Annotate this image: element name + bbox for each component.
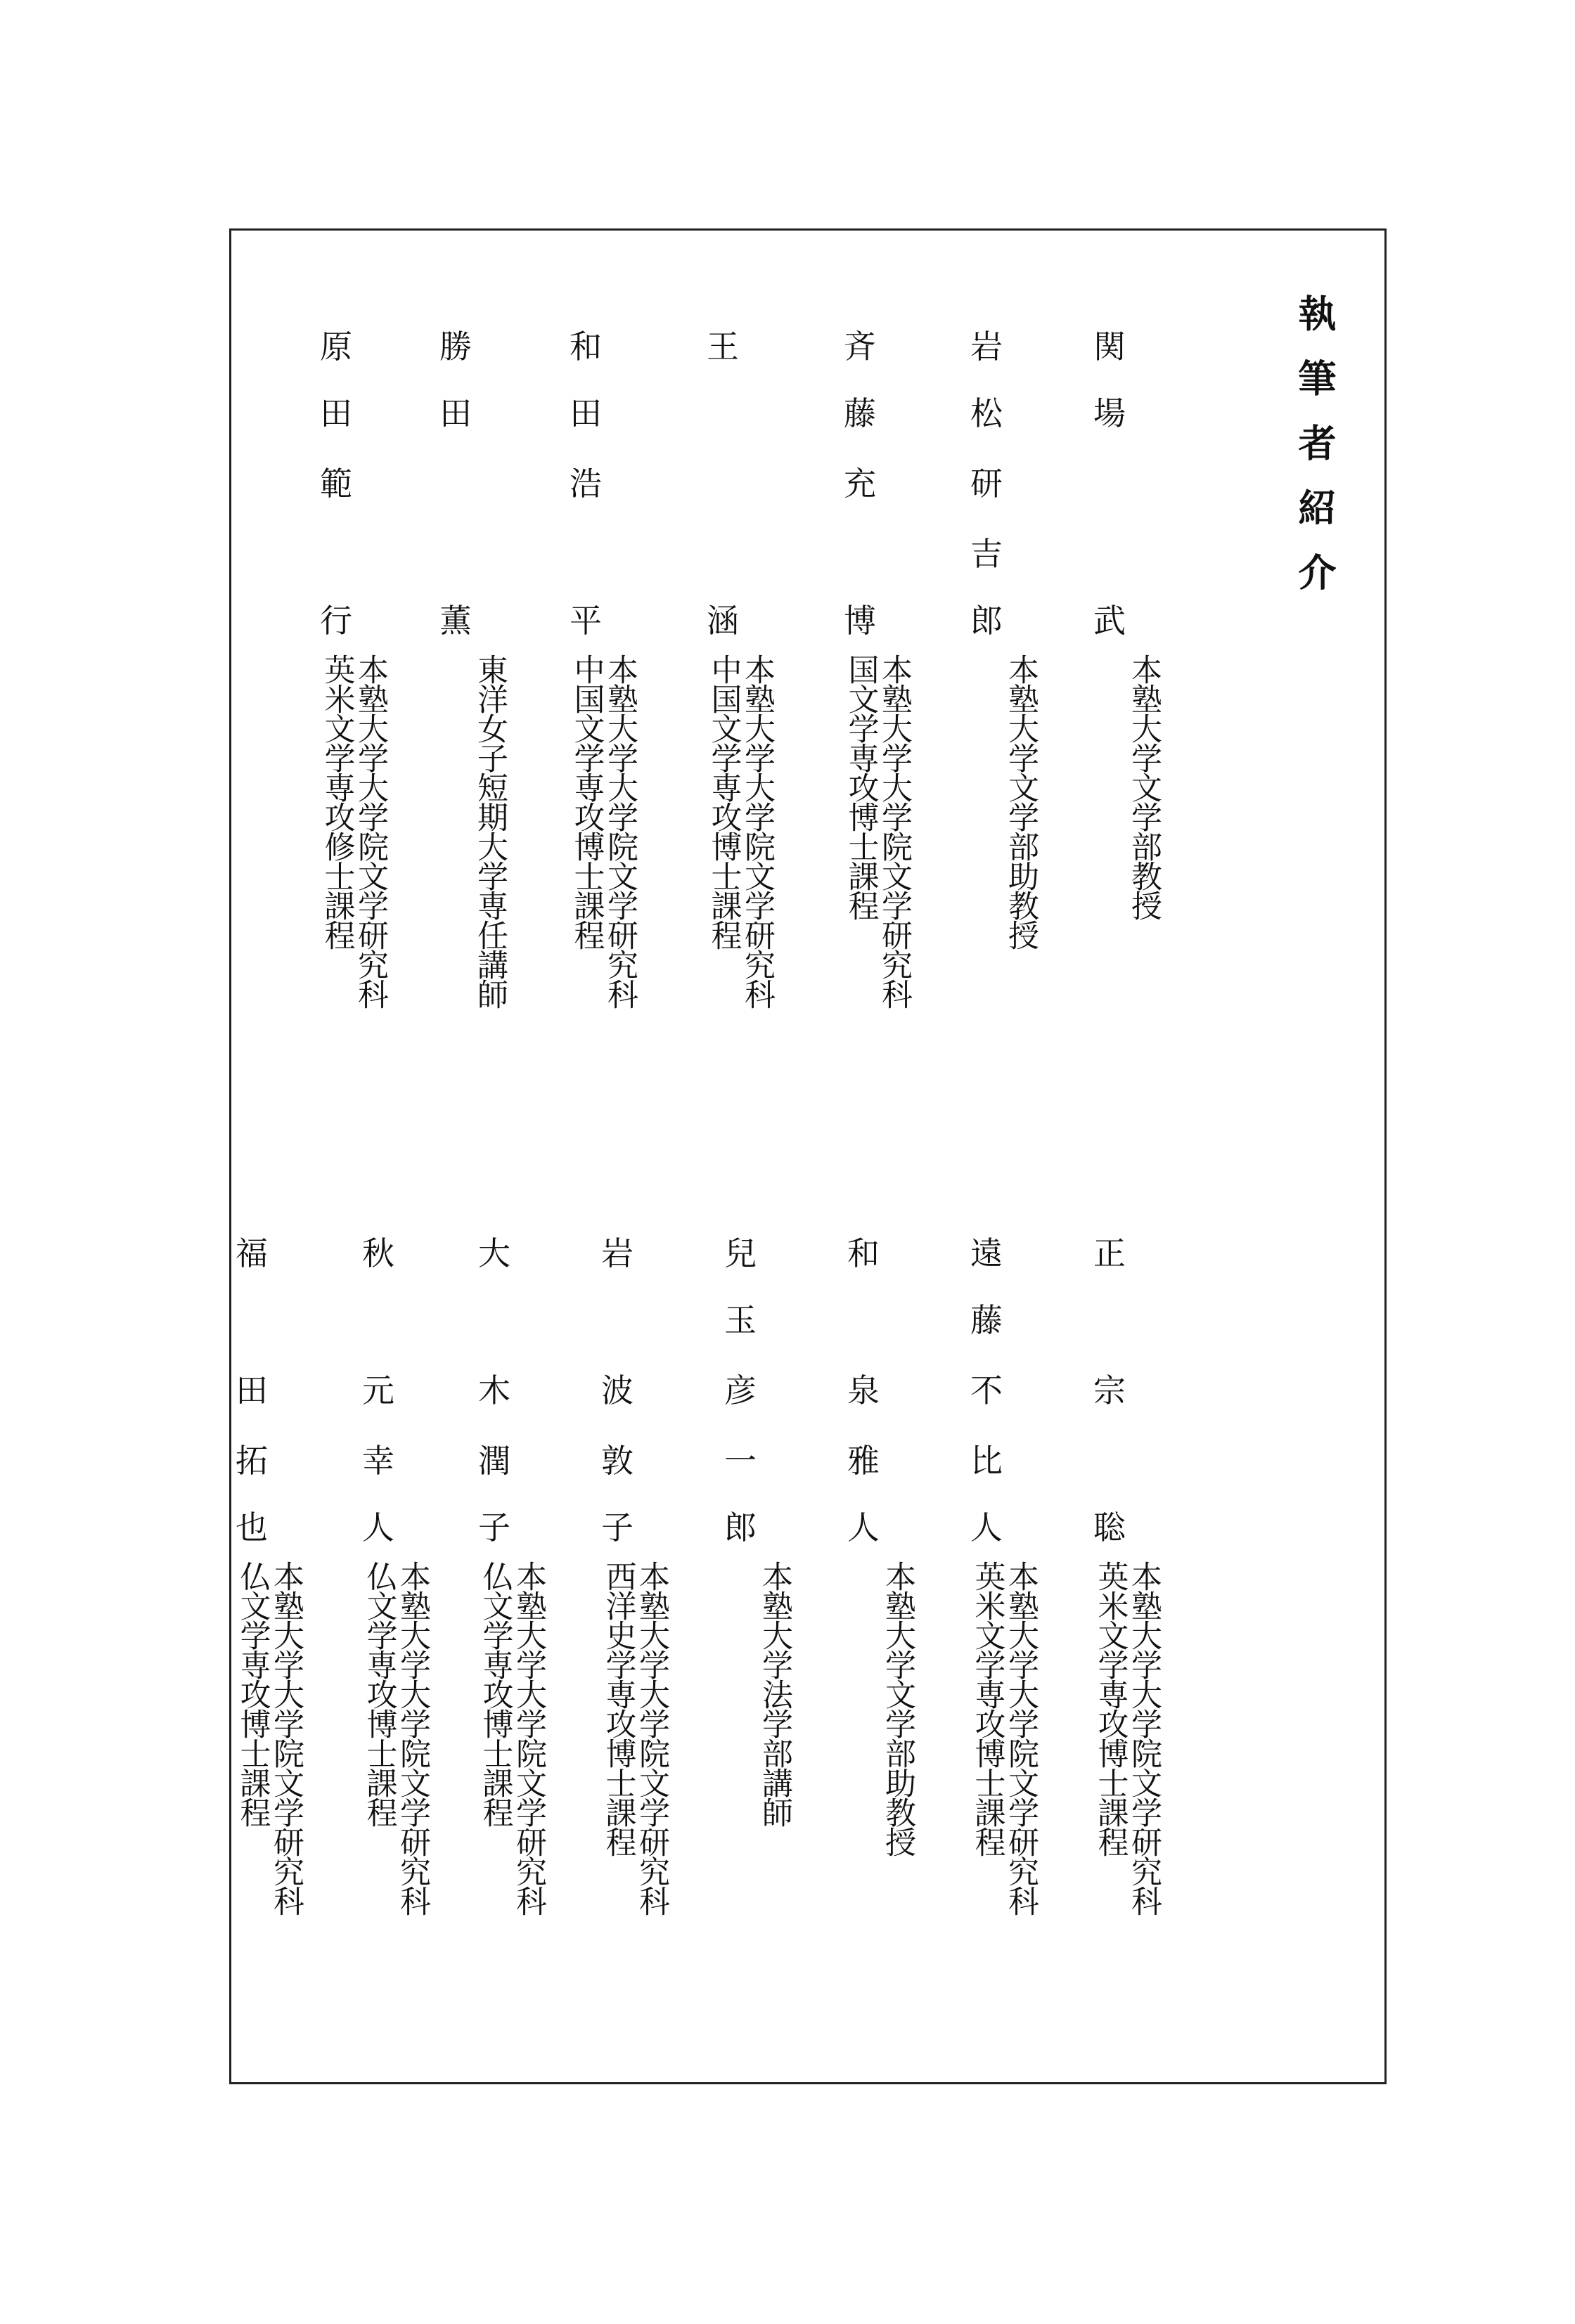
author-name: [839, 328, 881, 640]
author-name: [473, 1234, 515, 1547]
author-affiliation: 本塾大学大学院文学研究科 仏文学専攻博士課程: [477, 1561, 546, 1915]
author-affiliation: 本塾大学大学院文学研究科 中国文学専攻博士課程: [705, 654, 775, 1008]
author-name-char: 宗: [1093, 1371, 1126, 1409]
author-name-char: 充: [844, 465, 876, 503]
author-name: [231, 1234, 273, 1547]
author-name-char: 人: [847, 1509, 880, 1547]
author-name: [315, 328, 357, 640]
author-name-char: 人: [362, 1509, 394, 1547]
author-name-char: 彦: [724, 1371, 757, 1409]
author-name: [719, 1234, 761, 1547]
author-name-char: 田: [439, 394, 472, 432]
author-name-char: 涵: [707, 602, 739, 640]
author-name-char: 研: [970, 465, 1003, 503]
author-name-char: 郎: [724, 1509, 757, 1547]
author-name-char: 福: [236, 1234, 268, 1272]
author-name-char: 岩: [970, 328, 1003, 366]
page-title: 執筆者紹介: [1292, 294, 1337, 617]
author-name-char: 兒: [724, 1234, 757, 1272]
author-name: [596, 1234, 638, 1547]
author-name-char: 平: [570, 602, 602, 640]
author-name-char: 藤: [970, 1301, 1003, 1339]
author-name-char: 博: [844, 602, 876, 640]
author-name-char: 人: [970, 1509, 1003, 1547]
author-affiliation: 本塾大学大学院文学研究科 中国文学専攻博士課程: [568, 654, 638, 1008]
author-affiliation: 東洋女子短期大学専任講師: [472, 654, 508, 1008]
author-name: [842, 1234, 885, 1547]
author-name: [357, 1234, 399, 1547]
author-affiliation: 本塾大学大学院文学研究科 仏文学専攻博士課程: [234, 1561, 304, 1915]
author-name-char: 武: [1093, 602, 1126, 640]
author-name-char: 木: [478, 1371, 510, 1409]
author-name-char: 拓: [236, 1442, 268, 1480]
author-name: [435, 328, 477, 640]
author-name-char: 泉: [847, 1371, 880, 1409]
author-name-char: 薫: [439, 602, 472, 640]
author-name-char: 場: [1093, 394, 1126, 432]
author-name-char: 勝: [439, 328, 472, 366]
author-affiliation: 本塾大学大学院文学研究科 英米文学専攻博士課程: [1092, 1561, 1162, 1915]
author-name: [1088, 328, 1131, 640]
author-affiliation: 本塾大学大学院文学研究科 国文学専攻博士課程: [842, 654, 912, 1008]
author-name-char: 範: [320, 465, 352, 503]
author-affiliation: 本塾大学文学部助教授: [1003, 654, 1039, 949]
author-name: [965, 1234, 1008, 1547]
author-affiliation: 本塾大学文学部教授: [1126, 654, 1162, 919]
author-name-char: 聡: [1093, 1509, 1126, 1547]
author-name-char: 秋: [362, 1234, 394, 1272]
author-affiliation: 本塾大学大学院文学研究科 英米文学専攻修士課程: [319, 654, 388, 1008]
author-name-char: 田: [236, 1371, 268, 1409]
author-name-char: 子: [478, 1509, 510, 1547]
author-name-char: 一: [724, 1442, 757, 1480]
author-name-char: 雅: [847, 1442, 880, 1480]
author-name-char: 原: [320, 328, 352, 366]
author-affiliation: 本塾大学大学院文学研究科 仏文学専攻博士課程: [361, 1561, 430, 1915]
author-name: [565, 328, 607, 640]
author-name-char: 波: [601, 1371, 634, 1409]
author-name-char: 敦: [601, 1442, 634, 1480]
author-name-char: 吉: [970, 535, 1003, 573]
author-affiliation: 本塾大学大学院文学研究科 西洋史学専攻博士課程: [600, 1561, 669, 1915]
author-name-char: 和: [847, 1234, 880, 1272]
author-affiliation: 本塾大学法学部講師: [757, 1561, 792, 1826]
author-name: [702, 328, 744, 640]
author-name-char: 浩: [570, 465, 602, 503]
author-name: [1088, 1234, 1131, 1547]
author-name-char: 子: [601, 1509, 634, 1547]
author-affiliation: 本塾大学文学部助教授: [880, 1561, 915, 1856]
author-name-char: 不: [970, 1371, 1003, 1409]
author-name-char: 幸: [362, 1442, 394, 1480]
author-name-char: 松: [970, 394, 1003, 432]
author-name-char: 元: [362, 1371, 394, 1409]
author-name-char: 田: [570, 394, 602, 432]
author-name-char: 大: [478, 1234, 510, 1272]
author-name-char: 正: [1093, 1234, 1126, 1272]
author-name-char: 斉: [844, 328, 876, 366]
author-name-char: 岩: [601, 1234, 634, 1272]
author-name-char: 郎: [970, 602, 1003, 640]
author-name-char: 行: [320, 602, 352, 640]
author-name-char: 藤: [844, 394, 876, 432]
author-name: [965, 328, 1008, 640]
author-name-char: 関: [1093, 328, 1126, 366]
author-name-char: 和: [570, 328, 602, 366]
author-affiliation: 本塾大学大学院文学研究科 英米文学専攻博士課程: [969, 1561, 1039, 1915]
author-name-char: 也: [236, 1509, 268, 1547]
author-name-char: 田: [320, 394, 352, 432]
author-name-char: 潤: [478, 1442, 510, 1480]
author-name-char: 王: [707, 328, 739, 366]
author-name-char: 比: [970, 1442, 1003, 1480]
author-name-char: 遠: [970, 1234, 1003, 1272]
author-name-char: 玉: [724, 1301, 757, 1339]
